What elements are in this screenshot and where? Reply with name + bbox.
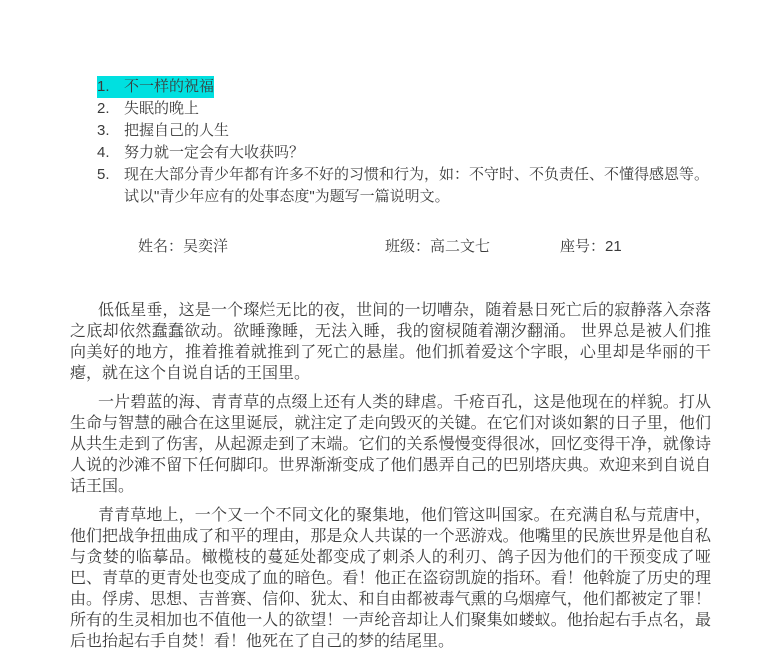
topic-text: 把握自己的人生 <box>124 122 230 139</box>
topic-text: 失眠的晚上 <box>124 100 200 117</box>
topic-number: 4. <box>97 144 110 161</box>
class-label: 班级： <box>385 238 431 255</box>
topic-number: 5. <box>97 166 110 183</box>
name-label: 姓名： <box>138 238 184 255</box>
topic-text-highlighted: 不一样的祝福 <box>124 76 214 98</box>
name-value: 吴奕洋 <box>183 238 229 255</box>
topic-item-1 <box>97 76 709 98</box>
seat-value: 21 <box>605 238 622 255</box>
topic-number: 1. <box>97 76 124 98</box>
topic-number: 2. <box>97 100 110 117</box>
student-seat <box>560 236 622 258</box>
topic-item-3 <box>97 120 709 142</box>
essay-paragraph-3: 青青草地上，一个又一个不同文化的聚集地，他们管这叫国家。在充满自私与荒唐中，他们把战争扭曲成了和平的理由，那是众人共谋的一个恶游戏。他嘴里的民族世界是他自私与贪婪的临摹品。橄榄枝的蔓延处都变成了刺杀人的利刃、鸽子因为他们的干预变成了哑巴、青草的更青处也变成了血的暗色。看！他正在盗窃凯旋的指环。看！他斡旋了历史的理由。俘虏、思想、吉普赛、信仰、犹太、和自由都被毒气熏的乌烟瘴气，他们都被定了罪！所有的生灵相加也不值他一人的欲望！一声纶音却让人们聚集如蝼蚁。他抬起右手点名，最后也抬起右手自焚！看！他死在了自己的梦的结尾里。 <box>70 507 711 650</box>
topic-text: 努力就一定会有大收获吗？ <box>124 144 305 161</box>
topic-text: 现在大部分青少年都有许多不好的习惯和行为，如：不守时、不负责任、不懂得感恩等。试以"青少年应有的处事态度"为题写一篇说明文。 <box>124 166 710 205</box>
topic-item-4 <box>97 142 709 164</box>
student-info-line <box>0 236 773 258</box>
class-value: 高二文七 <box>430 238 491 255</box>
topic-item-5 <box>97 164 709 208</box>
essay-topic-list <box>97 76 709 208</box>
topic-item-2 <box>97 98 709 120</box>
topic-number: 3. <box>97 122 110 139</box>
essay-paragraph-2: 一片碧蓝的海、青青草的点缀上还有人类的肆虐。千疮百孔，这是他现在的样貌。打从生命与智慧的融合在这里诞辰，就注定了走向毁灭的关键。在它们对谈如絮的日子里，他们从共生走到了伤害，从起源走到了末端。它们的关系慢慢变得很冰，回忆变得干净，就像诗人说的沙滩不留下任何脚印。世界渐渐变成了他们愚弄自己的巴别塔庆典。欢迎来到自说自话王国。 <box>70 394 711 495</box>
seat-label: 座号： <box>560 238 606 255</box>
essay-paragraph-1: 低低星垂，这是一个璨烂无比的夜，世间的一切嘈杂，随着悬日死亡后的寂静落入奈落之底却依然蠢蠢欲动。欲睡豫睡，无法入睡，我的窗棂随着潮汐翻涌。 世界总是被人们推向美好的地方，推着推着就推到了死亡的悬崖。他们抓着爱这个字眼，心里却是华丽的干瘪，就在这个自说自话的王国里。 <box>70 302 711 382</box>
student-class <box>385 236 490 258</box>
essay-body <box>70 300 711 660</box>
student-name <box>138 236 228 258</box>
